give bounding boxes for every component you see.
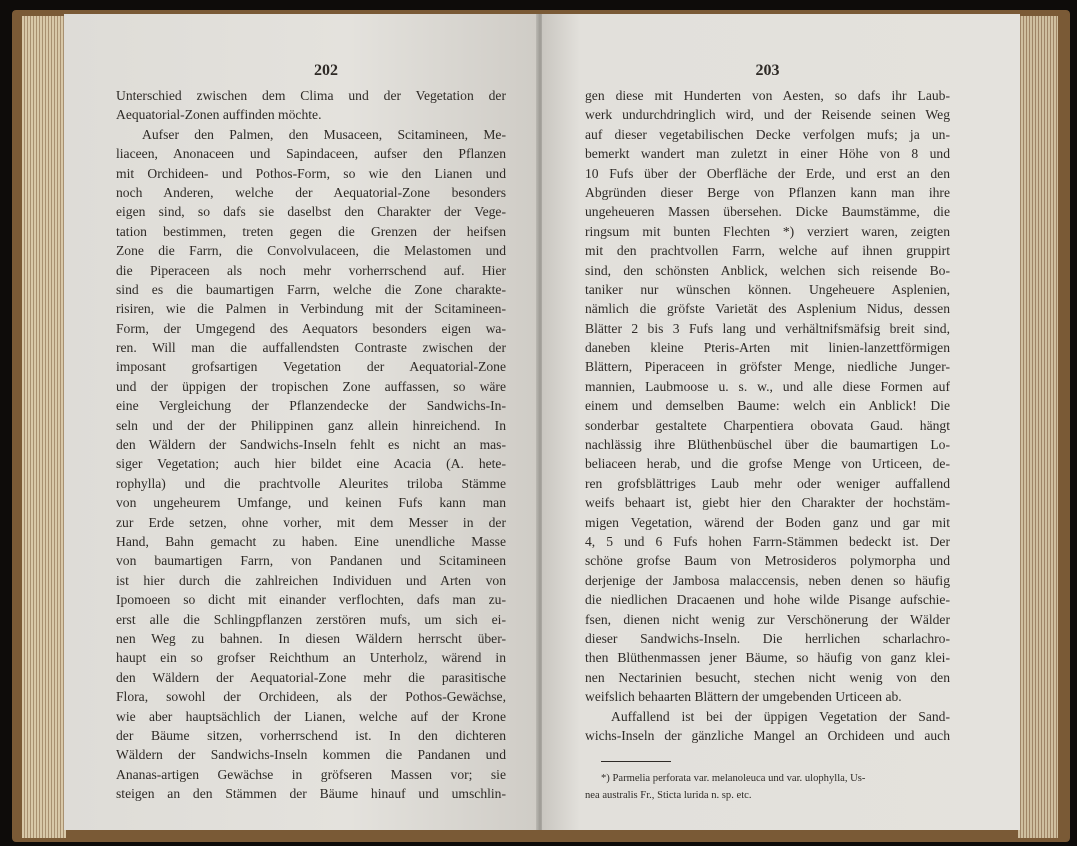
text-line: Ananas-artigen Gewächse in gröfseren Massen vor; sie xyxy=(116,766,506,782)
text-line: bemerkt wandert man zuletzt in einer Höhe von 8 und xyxy=(585,146,950,162)
page-number-left: 202 xyxy=(314,62,338,79)
text-line: nen Weg zu bahnen. In diesen Wäldern herrscht über- xyxy=(116,630,506,646)
text-line: Ipomoeen so dicht mit einander verflochten, dafs man zu- xyxy=(116,592,506,608)
text-line: eigen sind, so dafs sie daselbst den Charakter der Vege- xyxy=(116,204,506,220)
text-line: zur Erde setzen, ohne vorher, mit dem Messer in der xyxy=(116,514,506,530)
text-line: Abgründen dieser Berge von Pflanzen kann man ihre xyxy=(585,184,950,200)
text-line: ringsum mit bunten Flechten *) verziert waren, zeigten xyxy=(585,223,950,239)
text-line: tation bestimmen, treten gegen die Grenzen der heifsen xyxy=(116,223,506,239)
text-line: Blättern, Piperaceen in gröfster Menge, niedliche Junger- xyxy=(585,359,950,375)
text-line: sind, den schönsten Anblick, welchen sich reisende Bo- xyxy=(585,262,950,278)
text-line: 4, 5 und 6 Fufs hohen Farrn-Stämmen bedeckt ist. Der xyxy=(585,533,950,549)
text-line: steigen an den Stämmen der Bäume hinauf und umschlin- xyxy=(116,786,506,802)
text-line: Hand, Bahn gemacht zu haben. Eine unendliche Masse xyxy=(116,533,506,549)
text-line: gen diese mit Hunderten von Aesten, so dafs ihr Laub- xyxy=(585,88,950,103)
text-line: noch Anderen, welche der Aequatorial-Zone besonders xyxy=(116,184,506,200)
text-line: Blätter 2 bis 3 Fufs lang und verhältnifsmäfsig breit sind, xyxy=(585,320,950,336)
text-line: ren grofsblättriges Laub mehr oder weniger auffallend xyxy=(585,475,950,491)
text-line: auf dieser vegetabilischen Decke verfolgen mufs; ja un- xyxy=(585,126,950,142)
text-line: die niedlichen Dracaenen und hohe wilde Pisange aufschie- xyxy=(585,592,950,608)
text-line: mit Orchideen- und Pothos-Form, so wie den Lianen und xyxy=(116,165,506,181)
page-edges-right xyxy=(1018,16,1058,838)
text-line: von baumartigen Farrn, von Pandanen und Scitamineen xyxy=(116,553,506,569)
text-line: von ungeheurem Umfange, und keinen Fufs kann man xyxy=(116,495,506,511)
text-line: haupt ein so grofser Reichthum an Unterholz, wärend in xyxy=(116,650,506,666)
text-line: einem und demselben Baume: welch ein Anblick! Die xyxy=(585,398,950,414)
text-line: nachlässig ihre Blüthenbüschel über die baumartigen Lo- xyxy=(585,437,950,453)
text-line: migen Vegetation, wärend der Boden ganz und gar mit xyxy=(585,514,950,530)
text-line: Aufser den Palmen, den Musaceen, Scitamineen, Me- xyxy=(142,126,506,142)
right-page-text xyxy=(585,86,950,745)
text-line: mannien, Laubmoose u. s. w., und alle diese Formen auf xyxy=(585,378,950,394)
text-line: Form, der Umgegend des Aequators besonders eigen wa- xyxy=(116,320,506,336)
text-line: und der üppigen der tropischen Zone auffassen, so wäre xyxy=(116,378,506,394)
text-line: wichs-Inseln der gänzliche Mangel an Orchideen und auch xyxy=(585,727,950,743)
text-line: wie aber hauptsächlich der Lianen, welche auf der Krone xyxy=(116,708,506,724)
text-line: then Blüthenmassen jener Bäume, so häufig von ganz klei- xyxy=(585,650,950,666)
text-line: imposant grofsartigen Vegetation der Aequatorial-Zone xyxy=(116,359,506,375)
text-line: sind es die baumartigen Farrn, welche die Zone charakte- xyxy=(116,281,506,297)
text-line: nen Nectarinien besucht, stechen nicht wenig von den xyxy=(585,669,950,685)
left-page-text xyxy=(116,86,506,803)
footnote-rule xyxy=(601,761,671,762)
text-line: Auffallend ist bei der üppigen Vegetation der Sand- xyxy=(611,708,950,724)
right-page xyxy=(542,14,1020,830)
text-line: taniker nur wünschen können. Ungeheuere Asplenien, xyxy=(585,281,950,297)
text-line: den Wäldern der Sandwichs-Inseln fehlt es nicht an mas- xyxy=(116,437,506,453)
text-line: derjenige der Jambosa malaccensis, neben denen so häufig xyxy=(585,572,950,588)
text-line: Wäldern der Sandwichs-Inseln kommen die Pandanen und xyxy=(116,747,506,763)
text-line: beliaceen herab, und die grofse Menge von Urticeen, de- xyxy=(585,456,950,472)
text-line: der Bäume sitzen, vorherrschend ist. In den dichteren xyxy=(116,727,506,743)
text-line: siger Vegetation; auch hier bildet eine Acacia (A. hete- xyxy=(116,456,506,472)
text-line: Zone die Farrn, die Convolvulaceen, die Melastomen und xyxy=(116,243,506,259)
text-line: fsen, dienen nicht wenig zur Verschönerung der Wälder xyxy=(585,611,950,627)
text-line: weifslich behaarten Blättern der umgebenden Urticeen ab. xyxy=(585,689,902,705)
text-line: seln und der der Philippinen ganz allein hinreichend. In xyxy=(116,417,506,433)
text-line: eine Vergleichung der Pflanzendecke der Sandwichs-In- xyxy=(116,398,506,414)
left-page xyxy=(64,14,538,830)
text-line: dieser Sandwichs-Inseln. Die herrlichen scharlachro- xyxy=(585,630,950,646)
footnote-line: nea australis Fr., Sticta lurida n. sp. etc. xyxy=(585,790,752,802)
text-line: Flora, sowohl der Orchideen, als der Pothos-Gewächse, xyxy=(116,689,506,705)
footnote-line: *) Parmelia perforata var. melanoleuca und var. ulophylla, Us- xyxy=(601,773,866,785)
text-line: Unterschied zwischen dem Clima und der Vegetation der xyxy=(116,88,506,103)
text-line: daneben kleine Pteris-Arten mit linien-lanzettförmigen xyxy=(585,340,950,356)
text-line: den Wäldern der Aequatorial-Zone mehr die parasitische xyxy=(116,669,506,685)
text-line: rophylla) und die prachtvolle Aleurites triloba Stämme xyxy=(116,475,506,491)
text-line: weifs behaart ist, giebt hier den Charakter der hochstäm- xyxy=(585,495,950,511)
text-line: 10 Fufs über der Oberfläche der Erde, und erst an den xyxy=(585,165,950,181)
text-line: ren. Will man die auffallendsten Contraste zwischen der xyxy=(116,340,506,356)
text-line: mit den prachtvollen Farrn, welche auf ihnen gruppirt xyxy=(585,243,950,259)
text-line: ist hier durch die zahlreichen Individuen und Arten von xyxy=(116,572,506,588)
text-line: risiren, wie die Palmen in Verbindung mit der Scitamineen- xyxy=(116,301,506,317)
text-line: schöne grofse Baum von Metrosideros polymorpha und xyxy=(585,553,950,569)
page-edges-left xyxy=(22,16,66,838)
text-line: ungeheueren Massen übersehen. Dicke Baumstämme, die xyxy=(585,204,950,220)
text-line: nämlich die gröfste Varietät des Asplenium Nidus, dessen xyxy=(585,301,950,317)
text-line: liaceen, Anonaceen und Sapindaceen, aufser den Pflanzen xyxy=(116,146,506,162)
text-line: Aequatorial-Zonen auffinden möchte. xyxy=(116,107,322,123)
text-line: erst alle die Schlingpflanzen zerstören mufs, um sich ei- xyxy=(116,611,506,627)
text-line: die Piperaceen als noch mehr vorherrschend auf. Hier xyxy=(116,262,506,278)
page-number-right: 203 xyxy=(755,62,780,79)
text-line: sonderbar gestaltete Charpentiera obovata Gaud. hängt xyxy=(585,417,950,433)
text-line: werk undurchdringlich wird, und der Reisende seinen Weg xyxy=(585,107,950,123)
